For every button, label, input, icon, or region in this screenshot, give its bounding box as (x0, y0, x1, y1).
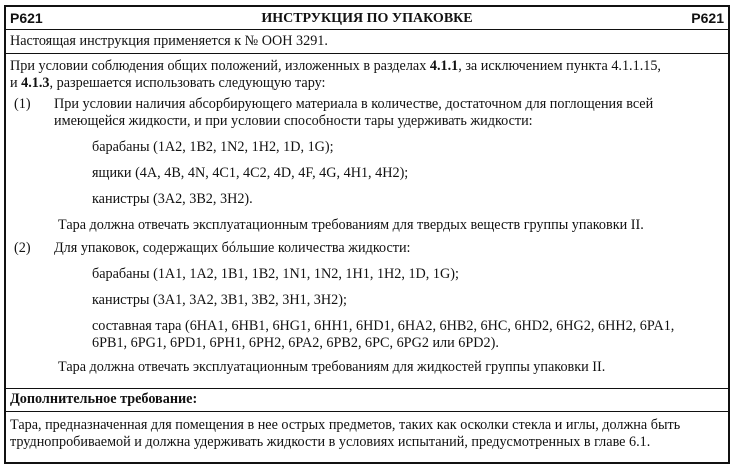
additional-line1: Тара, предназначенная для помещения в нее острых предметов, таких как осколки стекла и иглы, должна быть (10, 417, 681, 433)
instruction-code-left: P621 (10, 10, 43, 26)
item-1-jerricans: канистры (3A2, 3B2, 3H2). (92, 191, 253, 207)
additional-line2: труднопробиваемой и должна удерживать жидкости в условиях испытаний, предусмотренных в главе 6.1. (10, 434, 651, 450)
additional-text-row (4, 412, 730, 464)
item-2-number: (2) (14, 240, 31, 256)
instruction-code-right: P621 (691, 10, 724, 26)
table-header (4, 5, 730, 30)
item-2-drums: барабаны (1A1, 1A2, 1B1, 1B2, 1N1, 1N2, 1H1, 1H2, 1D, 1G); (92, 266, 459, 282)
item-2-note: Тара должна отвечать эксплуатационным требованиям для жидкостей группы упаковки II. (58, 359, 606, 375)
item-1-boxes: ящики (4A, 4B, 4N, 4C1, 4C2, 4D, 4F, 4G, 4H1, 4H2); (92, 165, 409, 181)
intro-text-2: , за исключением пункта 4.1.1.15, (458, 58, 661, 74)
item-1-text-line1: При условии наличия абсорбирующего материала в количестве, достаточном для поглощения всей (54, 96, 654, 112)
additional-heading-row (4, 389, 730, 412)
intro-ref-1: 4.1.1 (429, 58, 459, 74)
packagings-row (4, 54, 730, 389)
item-1-number: (1) (14, 96, 31, 112)
item-2 (10, 240, 724, 257)
instruction-title: ИНСТРУКЦИЯ ПО УПАКОВКЕ (261, 11, 473, 26)
intro-ref-2: 4.1.3 (21, 75, 50, 91)
item-2-text: Для упаковок, содержащих бóльшие количества жидкости: (54, 240, 411, 256)
item-2-composite-line1: составная тара (6HA1, 6HB1, 6HG1, 6HH1, 6HD1, 6HA2, 6HB2, 6HC, 6HD2, 6HG2, 6HH2, 6PA1, (92, 318, 675, 334)
applies-to-row (4, 30, 730, 54)
item-2-composite (10, 318, 724, 352)
item-2-composite-line2: 6PB1, 6PG1, 6PD1, 6PH1, 6PH2, 6PA2, 6PB2, 6PC, 6PG2 или 6PD2). (92, 335, 499, 351)
packing-instruction-table (4, 5, 730, 465)
intro-text-1: При условии соблюдения общих положений, изложенных в разделах (10, 58, 430, 74)
additional-heading: Дополнительное требование: (10, 391, 198, 407)
applies-to-text: Настоящая инструкция применяется к № ООН 3291. (10, 33, 328, 49)
intro-text-4: , разрешается использовать следующую тару: (49, 75, 326, 91)
item-1-text-line2: имеющейся жидкости, и при условии способности тары удерживать жидкости: (54, 113, 533, 129)
intro-text-3: и (10, 75, 22, 91)
item-2-jerricans: канистры (3A1, 3A2, 3B1, 3B2, 3H1, 3H2); (92, 292, 347, 308)
item-1 (10, 96, 724, 130)
intro-paragraph (10, 58, 724, 92)
item-1-note: Тара должна отвечать эксплуатационным требованиям для твердых веществ группы упаковки II. (58, 217, 644, 233)
item-1-drums: барабаны (1A2, 1B2, 1N2, 1H2, 1D, 1G); (92, 139, 334, 155)
